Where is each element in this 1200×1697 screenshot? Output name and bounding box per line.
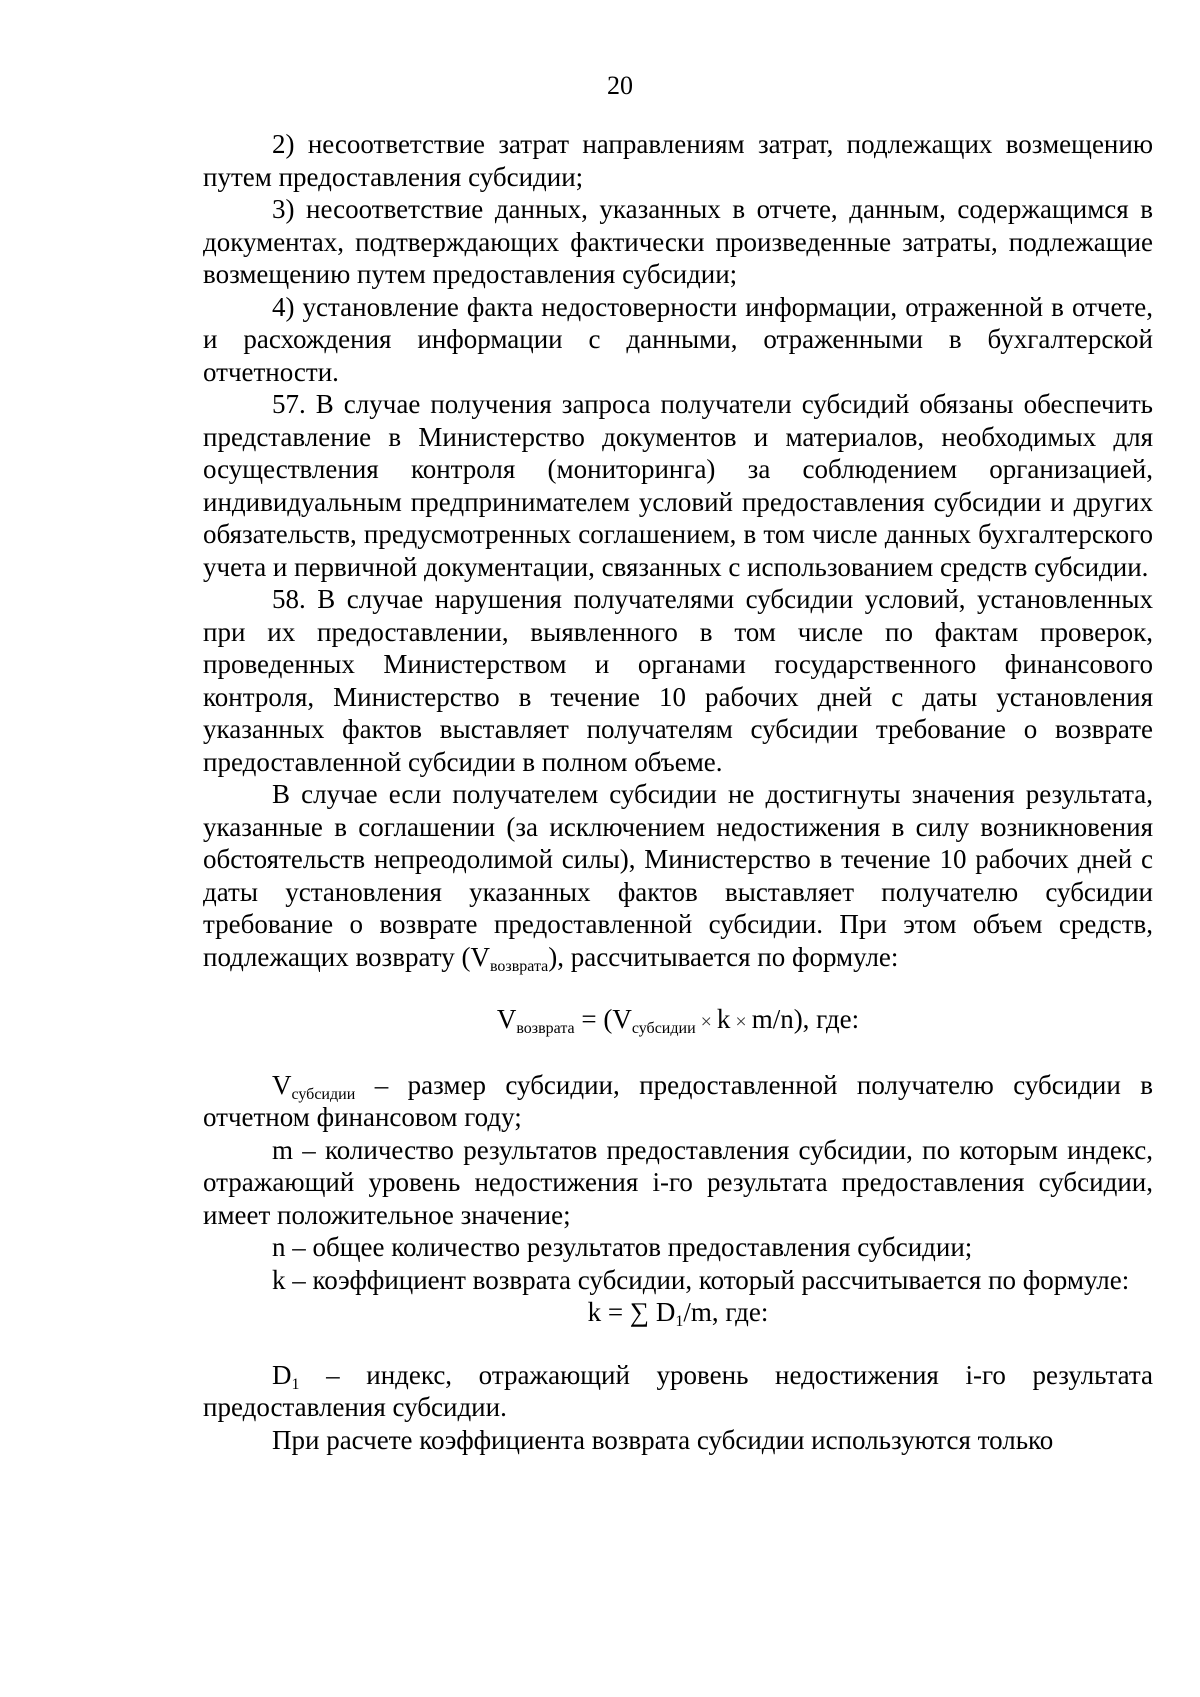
- formula-v-symbol: V: [496, 1004, 517, 1034]
- paragraph-return-text-after: ), рассчитывается по формуле:: [548, 941, 899, 972]
- definition-v-symbol: V: [272, 1069, 292, 1100]
- definition-v-sub: субсидии: [291, 1085, 356, 1103]
- formula-k-head: k = ∑ D: [587, 1297, 676, 1327]
- definition-d-sub: 1: [291, 1375, 300, 1393]
- document-body: [203, 128, 1153, 1456]
- formula-times-2: ×: [730, 1011, 752, 1033]
- definition-d: [203, 1359, 1153, 1424]
- definition-v-subsidy: [203, 1069, 1153, 1134]
- formula-times-1: ×: [695, 1011, 717, 1033]
- page-number: 20: [607, 71, 633, 100]
- definition-d-symbol: D: [272, 1359, 292, 1390]
- formula-sub-vozvrata: возврата: [516, 1020, 575, 1037]
- definition-n: n – общее количество результатов предоставления субсидии;: [272, 1232, 973, 1262]
- formula-sub-subsidii: субсидии: [631, 1020, 696, 1037]
- paragraph-last-line: При расчете коэффициента возврата субсидии используются только: [272, 1424, 1054, 1455]
- paragraph-return-volume: [203, 778, 1153, 973]
- definition-m: m – количество результатов предоставления субсидии, по которым индекс, отражающий уровень недостижения i-го результата предоставления субсидии, имеет положительное значение;: [203, 1134, 1153, 1230]
- formula-return-volume: [203, 1003, 1153, 1039]
- formula-k-tail: /m, где:: [683, 1297, 769, 1327]
- paragraph-return-text-before: В случае если получателем субсидии не достигнуты значения результата, указанные в соглашении (за исключением недостижения в силу возникновения обстоятельств непреодолимой силы), Министерство в течение 10 рабочих дней с даты установления указанных фактов выставляет получателю субсидии требование о возврате предоставленной субсидии. При этом объем средств, подлежащих возврату (V: [203, 779, 1153, 972]
- definition-v-text: – размер субсидии, предоставленной получателю субсидии в отчетном финансовом году;: [203, 1069, 1153, 1132]
- subscript-vozvrata: возврата: [489, 957, 549, 975]
- formula-k: [203, 1296, 1153, 1329]
- list-item-4: 4) установление факта недостоверности информации, отраженной в отчете, и расхождения информации с данными, отраженными в бухгалтерской отчетности.: [203, 291, 1153, 387]
- paragraph-58: 58. В случае нарушения получателями субсидии условий, установленных при их предоставлении, выявленного в том числе по фактам проверок, проведенных Министерством и органами государственного финансового контроля, Министерство в течение 10 рабочих дней с даты установления указанных фактов выставляет получателям субсидии требование о возврате предоставленной субсидии в полном объеме.: [203, 584, 1153, 777]
- paragraph-57: 57. В случае получения запроса получатели субсидий обязаны обеспечить представление в Министерство документов и материалов, необходимых для осуществления контроля (мониторинга) за соблюдением организацией, индивидуальным предпринимателем условий предоставления субсидии и других обязательств, предусмотренных соглашением, в том числе данных бухгалтерского учета и первичной документации, связанных с использованием средств субсидии.: [203, 389, 1153, 582]
- formula-eq-open: = (V: [574, 1004, 632, 1034]
- list-item-3: 3) несоответствие данных, указанных в отчете, данным, содержащимся в документах, подтверждающих фактически произведенные затраты, подлежащие возмещению путем предоставления субсидии;: [203, 194, 1153, 289]
- definition-d-text: – индекс, отражающий уровень недостижения i-го результата предоставления субсидии.: [203, 1359, 1153, 1422]
- formula-tail: m/n), где:: [751, 1004, 860, 1034]
- definition-k: k – коэффициент возврата субсидии, который рассчитывается по формуле:: [272, 1264, 1130, 1295]
- formula-k-symbol: k: [716, 1004, 731, 1034]
- list-item-2: 2) несоответствие затрат направлениям затрат, подлежащих возмещению путем предоставления субсидии;: [203, 129, 1153, 192]
- formula-k-sub: 1: [675, 1313, 684, 1330]
